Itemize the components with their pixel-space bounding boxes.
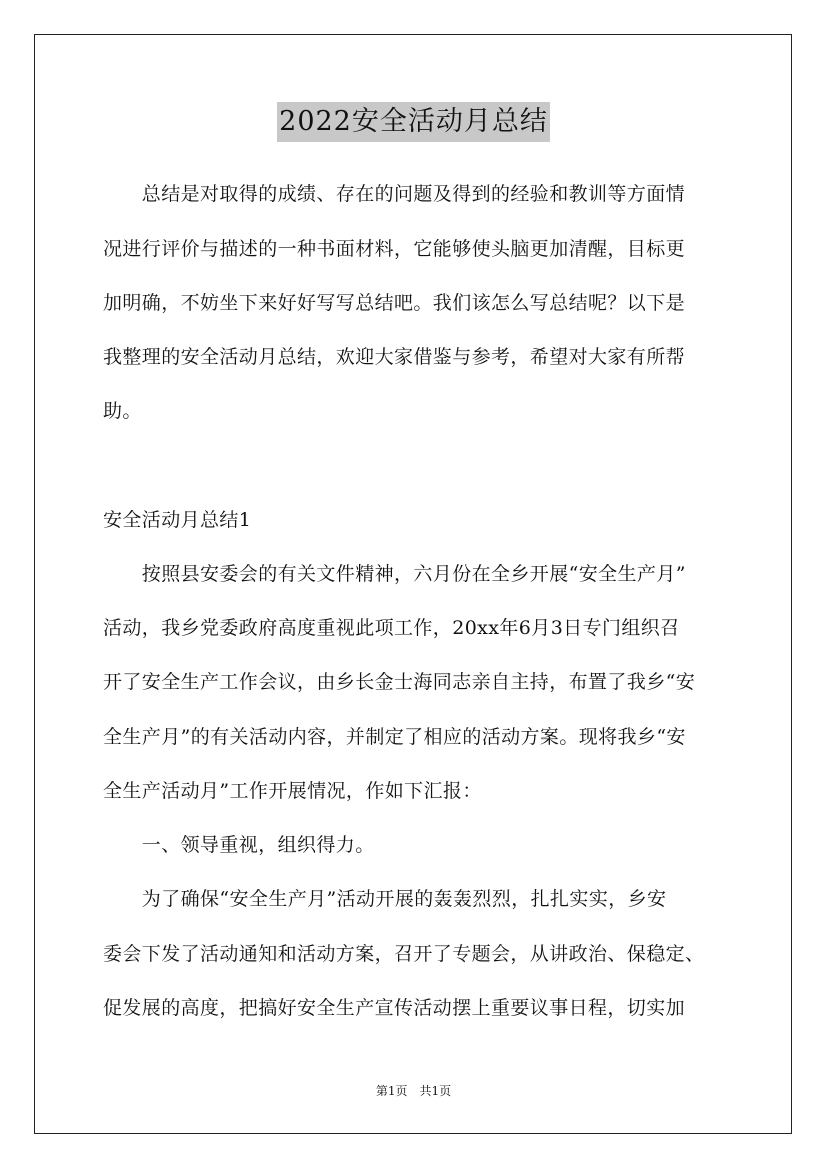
intro-line: 加明确，不妨坐下来好好写写总结吧。我们该怎么写总结呢？以下是 bbox=[103, 292, 686, 314]
intro-line: 总结是对取得的成绩、存在的问题及得到的经验和教训等方面情 bbox=[103, 183, 686, 205]
body-line: 开了安全生产工作会议，由乡长金士海同志亲自主持，布置了我乡“安 bbox=[103, 671, 696, 693]
intro-line: 助。 bbox=[103, 400, 142, 422]
subheading-line: 一、领导重视，组织得力。 bbox=[103, 834, 375, 856]
intro-line: 况进行评价与描述的一种书面材料，它能够使头脑更加清醒，目标更 bbox=[103, 238, 686, 260]
section-heading: 安全活动月总结1 bbox=[103, 509, 252, 531]
document-title: 2022安全活动月总结 bbox=[277, 102, 550, 142]
body-line: 按照县安委会的有关文件精神，六月份在全乡开展“安全生产月” bbox=[103, 563, 686, 585]
body-line: 促发展的高度，把搞好安全生产宣传活动摆上重要议事日程，切实加 bbox=[103, 997, 686, 1019]
body-line: 委会下发了活动通知和活动方案，召开了专题会，从讲政治、保稳定、 bbox=[103, 943, 705, 965]
title-container bbox=[0, 102, 827, 142]
body-line: 全生产月”的有关活动内容，并制定了相应的活动方案。现将我乡“安 bbox=[103, 726, 686, 748]
body-line: 活动，我乡党委政府高度重视此项工作，20xx年6月3日专门组织召 bbox=[103, 617, 680, 639]
body-line: 全生产活动月”工作开展情况，作如下汇报： bbox=[103, 780, 482, 802]
body-line: 为了确保“安全生产月”活动开展的轰轰烈烈，扎扎实实，乡安 bbox=[103, 888, 667, 910]
intro-line: 我整理的安全活动月总结，欢迎大家借鉴与参考，希望对大家有所帮 bbox=[103, 346, 686, 368]
page-footer: 第1页 共1页 bbox=[375, 1084, 452, 1098]
